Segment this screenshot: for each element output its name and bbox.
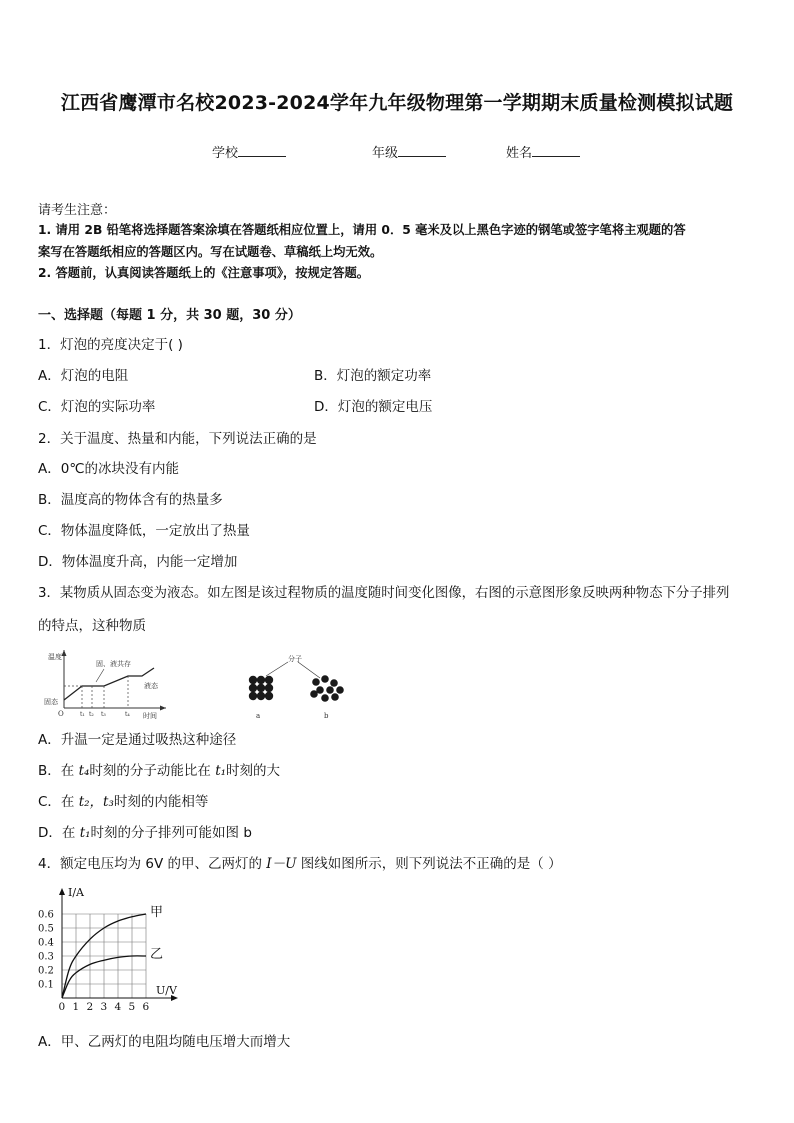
notice-item-1-line-2: 案写在答题纸相应的答题区内。写在试题卷、草稿纸上均无效。 [38, 245, 383, 259]
notice-heading: 请考生注意： [38, 203, 117, 218]
q3-molecule-label: 分子 [288, 655, 302, 663]
q3-graph-tick-t1: t₁ [80, 711, 85, 718]
q3-option-b-mid: 时刻的分子动能比在 [89, 763, 216, 779]
school-field [212, 142, 286, 161]
x-tick-label: 3 [100, 1001, 108, 1012]
q2-stem: 2．关于温度、热量和内能，下列说法正确的是 [38, 431, 317, 447]
q1-stem: 1．灯泡的亮度决定于( ) [38, 337, 183, 353]
y-tick-label: 0.3 [38, 951, 54, 963]
q3-option-c-suffix: 时刻的内能相等 [113, 794, 209, 810]
q1-option-a: A．灯泡的电阻 [38, 368, 129, 384]
q1-option-b: B．灯泡的额定功率 [314, 368, 432, 384]
q3-option-d-suffix: 时刻的分子排列可能如图 b [90, 825, 252, 841]
q3-option-c [38, 790, 208, 810]
x-tick-label: 1 [72, 1001, 80, 1012]
q4-iu-chart [36, 884, 186, 1012]
y-axis-arrow [59, 888, 65, 895]
x-tick-label: 0 [58, 1001, 66, 1012]
q4-chart-y-label: I/A [68, 886, 84, 899]
q3-molecule-pointer-b [298, 662, 320, 678]
notice-item-2: 2. 答题前，认真阅读答题纸上的《注意事项》，按规定答题。 [38, 266, 370, 280]
q2-option-c: C．物体温度降低，一定放出了热量 [38, 523, 250, 539]
q3-stem-line-2: 的特点，这种物质 [38, 618, 146, 634]
q3-stem-line-1: 3．某物质从固态变为液态。如左图是该过程物质的温度随时间变化图像，右图的示意图形象反映两种物态下分子排列 [38, 586, 730, 601]
q3-graph-liquid-label: 液态 [144, 682, 158, 690]
q3-option-d-prefix: D．在 [38, 825, 80, 841]
q3-option-a: A．升温一定是通过吸热这种途径 [38, 732, 237, 748]
x-tick-label: 2 [86, 1001, 94, 1012]
name-field [506, 142, 580, 161]
section-heading: 一、选择题（每题 1 分，共 30 题，30 分） [38, 308, 301, 323]
q3-graph-origin: O [58, 710, 64, 718]
q3-option-b-t4: t₄ [78, 763, 90, 779]
q3-option-b-suffix: 时刻的大 [226, 763, 281, 779]
y-tick-label: 0.2 [38, 965, 54, 977]
y-tick-label: 0.1 [38, 979, 54, 991]
q3-graph-x-label: 时间 [143, 712, 157, 720]
name-blank[interactable] [532, 143, 580, 157]
q4-chart-ticks [38, 910, 150, 1013]
student-info-row [0, 142, 794, 160]
q3-temperature-graph [44, 646, 174, 720]
q3-graph-curve [64, 668, 154, 700]
q2-option-d: D．物体温度升高，内能一定增加 [38, 554, 238, 570]
q3-graph-tick-t3: t₃ [101, 711, 106, 718]
q4-chart-x-label: U/V [156, 984, 177, 997]
series-label-yi: 乙 [150, 947, 164, 962]
q3-option-d [38, 821, 252, 841]
q2-option-b: B．温度高的物体含有的热量多 [38, 492, 223, 508]
y-tick-label: 0.6 [38, 909, 54, 921]
page-title: 江西省鹰潭市名校2023-2024学年九年级物理第一学期期末质量检测模拟试题 [60, 92, 734, 114]
q3-molecule-label-a: a [256, 712, 261, 720]
molecule-group-b [310, 675, 344, 702]
x-tick-label: 6 [142, 1001, 150, 1012]
q3-graph-coexist-label: 固、液共存 [96, 660, 131, 668]
q3-molecule-diagram [236, 648, 354, 722]
q3-molecule-label-b: b [324, 712, 329, 720]
q3-graph-tick-t2: t₂ [89, 711, 94, 718]
grade-label: 年级 [372, 146, 399, 161]
series-label-jia: 甲 [150, 905, 164, 920]
q4-option-a: A．甲、乙两灯的电阻均随电压增大而增大 [38, 1034, 291, 1050]
x-tick-label: 4 [114, 1001, 122, 1012]
school-blank[interactable] [238, 143, 286, 157]
q3-graph-y-label: 温度 [48, 653, 62, 661]
name-label: 姓名 [506, 146, 533, 161]
q4-stem [38, 852, 562, 872]
grade-field [372, 142, 446, 161]
q3-option-b-t1: t₁ [215, 763, 227, 779]
school-label: 学校 [212, 146, 239, 161]
q3-option-d-t1: t₁ [79, 825, 91, 841]
q1-option-d: D．灯泡的额定电压 [314, 399, 433, 415]
q3-option-b-prefix: B．在 [38, 763, 79, 779]
q3-option-c-times: t₂，t₃ [78, 794, 114, 810]
molecule-group-a [249, 676, 273, 700]
q1-option-c: C．灯泡的实际功率 [38, 399, 156, 415]
q3-graph-y-arrow [62, 650, 67, 656]
q3-graph-coexist-pointer [96, 669, 104, 682]
q3-graph-tick-t4: t₄ [125, 711, 130, 718]
grade-blank[interactable] [398, 143, 446, 157]
q3-option-c-prefix: C．在 [38, 794, 79, 810]
x-tick-label: 5 [128, 1001, 136, 1012]
q4-stem-suffix: 图线如图所示，则下列说法不正确的是（ ） [296, 856, 562, 872]
notice-item-1-line-1: 1. 请用 2B 铅笔将选择题答案涂填在答题纸相应位置上，请用 0．5 毫米及以上黑色字迹的钢笔或签字笔将主观题的答 [38, 223, 686, 237]
q2-option-a: A．0℃的冰块没有内能 [38, 461, 179, 477]
q3-graph-x-arrow [160, 706, 166, 711]
y-tick-label: 0.4 [38, 937, 54, 949]
q4-stem-iu: I－U [266, 856, 297, 872]
q3-option-b [38, 759, 280, 779]
q3-graph-solid-label: 固态 [44, 698, 58, 706]
q4-stem-prefix: 4．额定电压均为 6V 的甲、乙两灯的 [38, 856, 267, 872]
q3-molecule-pointer-a [266, 662, 288, 676]
y-tick-label: 0.5 [38, 923, 54, 935]
